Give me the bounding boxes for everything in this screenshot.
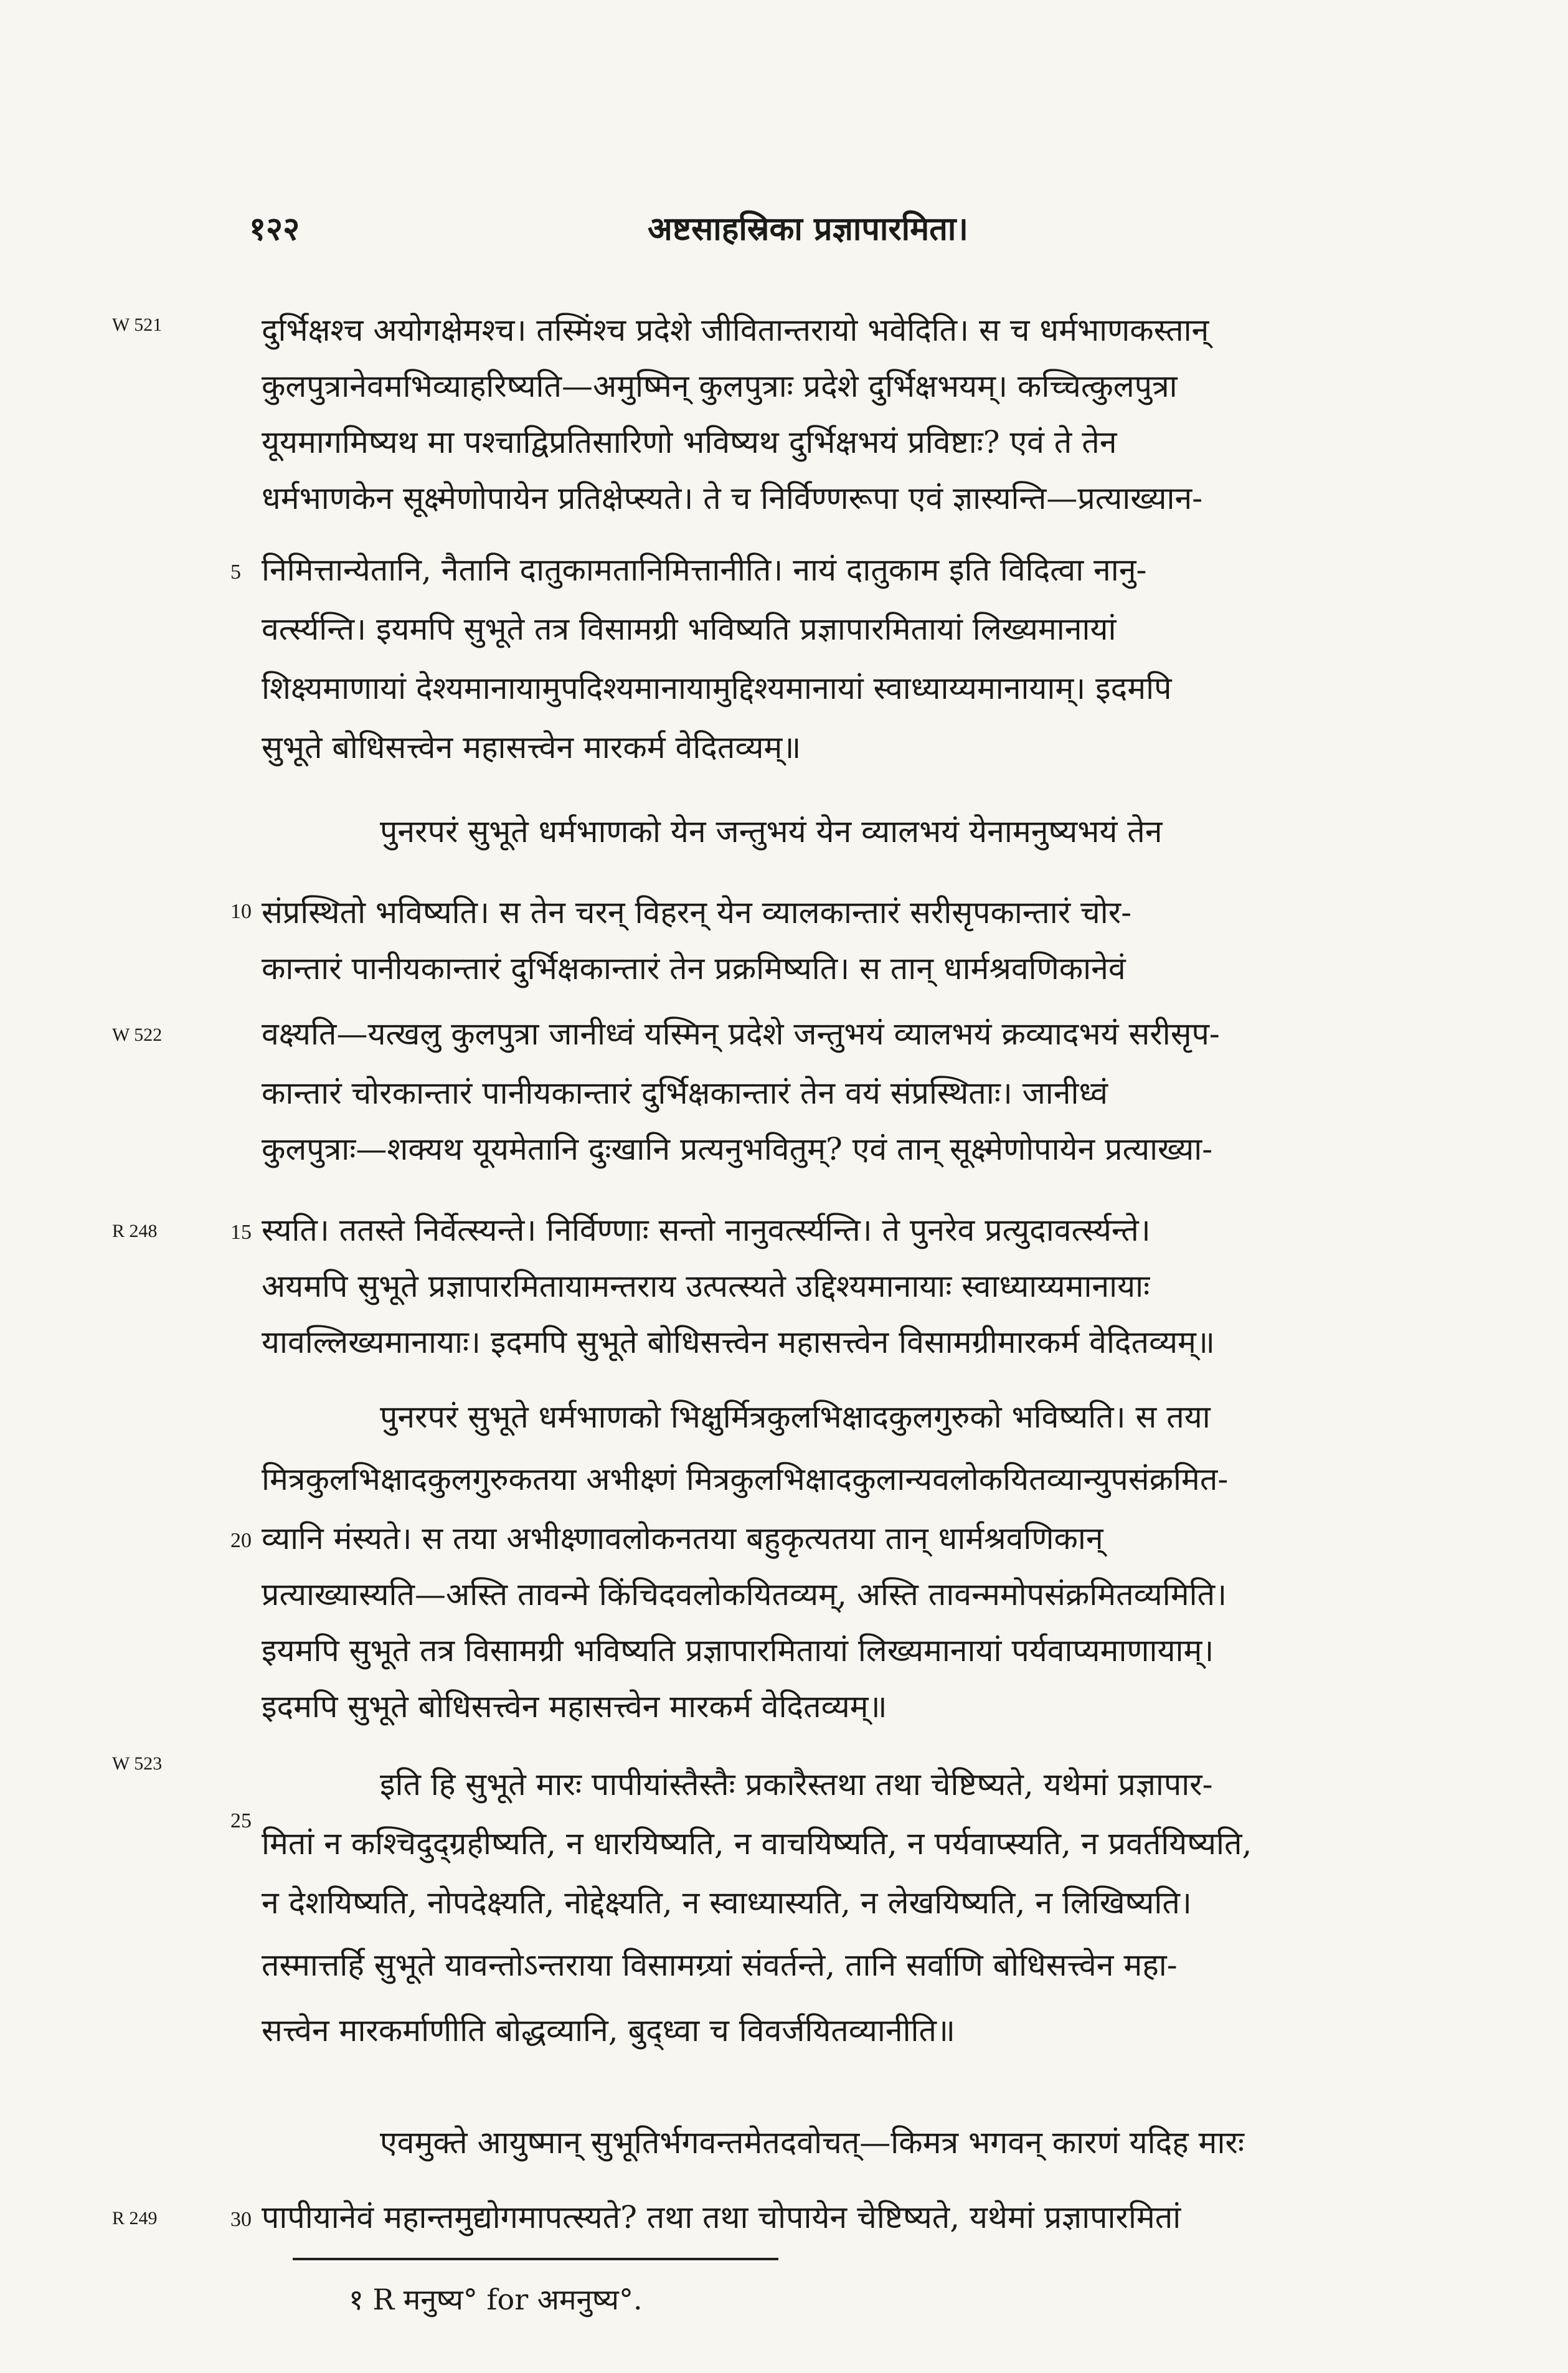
text-line: कान्तारं चोरकान्तारं पानीयकान्तारं दुर्भिक्षकान्तारं तेन वयं संप्रस्थिताः। जानीध्वं (262, 1075, 1108, 1111)
text-line: प्रत्याख्यास्यति—अस्ति तावन्मे किंचिदवलोकयितव्यम्, अस्ति तावन्ममोपसंक्रमितव्यमिति। (262, 1576, 1227, 1613)
margin-ref: W 521 (112, 315, 163, 335)
text-line: मितां न कश्चिदुद्ग्रहीष्यति, न धारयिष्यति, न वाचयिष्यति, न पर्यवाप्स्यति, न प्रवर्तयिष्यति, (262, 1826, 1252, 1862)
text-line: पुनरपरं सुभूते धर्मभाणको येन जन्तुभयं येन व्यालभयं येनामनुष्यभयं तेन (380, 813, 1163, 850)
text-line: कुलपुत्रानेवमभिव्याहरिष्यति—अमुष्मिन् कुलपुत्राः प्रदेशे दुर्भिक्षभयम्। कच्चित्कुलपुत्रा (262, 368, 1178, 404)
text-line: स्यति। ततस्ते निर्वेत्स्यन्ते। निर्विण्णाः सन्तो नानुवर्त्स्यन्ति। ते पुनरेव प्रत्युदावर्त्स्यन्ते। (262, 1212, 1151, 1248)
text-line: धर्मभाणकेन सूक्ष्मेणोपायेन प्रतिक्षेप्स्यते। ते च निर्विण्णरूपा एवं ज्ञास्यन्ति—प्रत्याख्यान- (262, 480, 1203, 516)
footnote: १ R मनुष्य° for अमनुष्य°. (349, 2283, 643, 2316)
line-number: 15 (230, 1221, 252, 1244)
text-line: इयमपि सुभूते तत्र विसामग्री भविष्यति प्रज्ञापारमितायां लिख्यमानायां पर्यवाप्यमाणायाम्। (262, 1632, 1214, 1669)
text-line: व्यानि मंस्यते। स तया अभीक्ष्णावलोकनतया बहुकृत्यतया तान् धार्मश्रवणिकान् (262, 1520, 1103, 1556)
text-line: यूयमागमिष्यथ मा पश्चाद्विप्रतिसारिणो भविष्यथ दुर्भिक्षभयं प्रविष्टाः? एवं ते तेन (262, 424, 1117, 460)
text-line: कान्तारं पानीयकान्तारं दुर्भिक्षकान्तारं तेन प्रक्रमिष्यति। स तान् धार्मश्रवणिकानेवं (262, 950, 1126, 987)
margin-ref: W 523 (112, 1753, 163, 1774)
text-line: पुनरपरं सुभूते धर्मभाणको भिक्षुर्मित्रकुलभिक्षादकुलगुरुको भविष्यति। स तया (380, 1399, 1211, 1435)
page-number: १२२ (249, 210, 300, 248)
text-line: सत्त्वेन मारकर्माणीति बोद्धव्यानि, बुद्ध्वा च विवर्जयितव्यानीति॥ (262, 2012, 955, 2049)
line-number: 30 (230, 2208, 252, 2231)
text-line: दुर्भिक्षश्च अयोगक्षेमश्च। तस्मिंश्च प्रदेशे जीवितान्तरायो भवेदिति। स च धर्मभाणकस्तान् (262, 312, 1209, 348)
text-line: मित्रकुलभिक्षादकुलगुरुकतया अभीक्ष्णं मित्रकुलभिक्षादकुलान्यवलोकयितव्यान्युपसंक्रमित- (262, 1461, 1229, 1497)
text-line: वक्ष्यति—यत्खलु कुलपुत्रा जानीध्वं यस्मिन् प्रदेशे जन्तुभयं व्यालभयं क्रव्यादभयं सरीसृप- (262, 1016, 1220, 1052)
margin-ref: W 522 (112, 1025, 163, 1045)
line-number: 25 (230, 1809, 252, 1832)
line-number: 5 (230, 561, 241, 584)
text-line: वर्त्स्यन्ति। इयमपि सुभूते तत्र विसामग्री भविष्यति प्रज्ञापारमितायां लिख्यमानायां (262, 611, 1117, 647)
text-line: एवमुक्ते आयुष्मान् सुभूतिर्भगवन्तमेतदवोचत्—किमत्र भगवन् कारणं यदिह मारः (380, 2124, 1244, 2161)
margin-ref: R 248 (112, 1221, 158, 1241)
text-line: अयमपि सुभूते प्रज्ञापारमितायामन्तराय उत्पत्स्यते उद्दिश्यमानायाः स्वाध्याय्यमानायाः (262, 1268, 1150, 1304)
margin-ref: R 249 (112, 2208, 158, 2229)
text-line: संप्रस्थितो भविष्यति। स तेन चरन् विहरन् येन व्यालकान्तारं सरीसृपकान्तारं चोर- (262, 894, 1132, 931)
text-line: कुलपुत्राः—शक्यथ यूयमेतानि दुःखानि प्रत्यनुभवितुम्? एवं तान् सूक्ष्मेणोपायेन प्रत्याख्या- (262, 1131, 1213, 1167)
text-line: निमित्तान्येतानि, नैतानि दातुकामतानिमित्तानीति। नायं दातुकाम इति विदित्वा नानु- (262, 552, 1147, 588)
text-line: इति हि सुभूते मारः पापीयांस्तैस्तैः प्रकारैस्तथा तथा चेष्टिष्यते, यथेमां प्रज्ञापार- (380, 1766, 1213, 1802)
text-line: सुभूते बोधिसत्त्वेन महासत्त्वेन मारकर्म वेदितव्यम्॥ (262, 729, 801, 765)
text-line: पापीयानेवं महान्तमुद्योगमापत्स्यते? तथा तथा चोपायेन चेष्टिष्यते, यथेमां प्रज्ञापारमितां (262, 2199, 1181, 2235)
line-number: 20 (230, 1529, 252, 1552)
text-line: इदमपि सुभूते बोधिसत्त्वेन महासत्त्वेन मारकर्म वेदितव्यम्॥ (262, 1689, 887, 1725)
line-number: 10 (230, 900, 252, 923)
text-line: यावल्लिख्यमानायाः। इदमपि सुभूते बोधिसत्त्वेन महासत्त्वेन विसामग्रीमारकर्म वेदितव्यम्॥ (262, 1324, 1215, 1360)
running-title: अष्टसाहस्रिका प्रज्ञापारमिता। (648, 210, 969, 248)
footnote-rule (293, 2258, 778, 2260)
text-line: तस्मात्तर्हि सुभूते यावन्तोऽन्तराया विसामग्र्यां संवर्तन्ते, तानि सर्वाणि बोधिसत्त्वेन महा- (262, 1947, 1178, 1983)
text-line: शिक्ष्यमाणायां देश्यमानायामुपदिश्यमानायामुद्दिश्यमानायां स्वाध्याय्यमानायाम्। इदमपि (262, 670, 1172, 706)
page-header (249, 206, 1463, 262)
text-line: न देशयिष्यति, नोपदेक्ष्यति, नोद्देक्ष्यति, न स्वाध्यास्यति, न लेखयिष्यति, न लिखिष्यति। (262, 1885, 1192, 1921)
